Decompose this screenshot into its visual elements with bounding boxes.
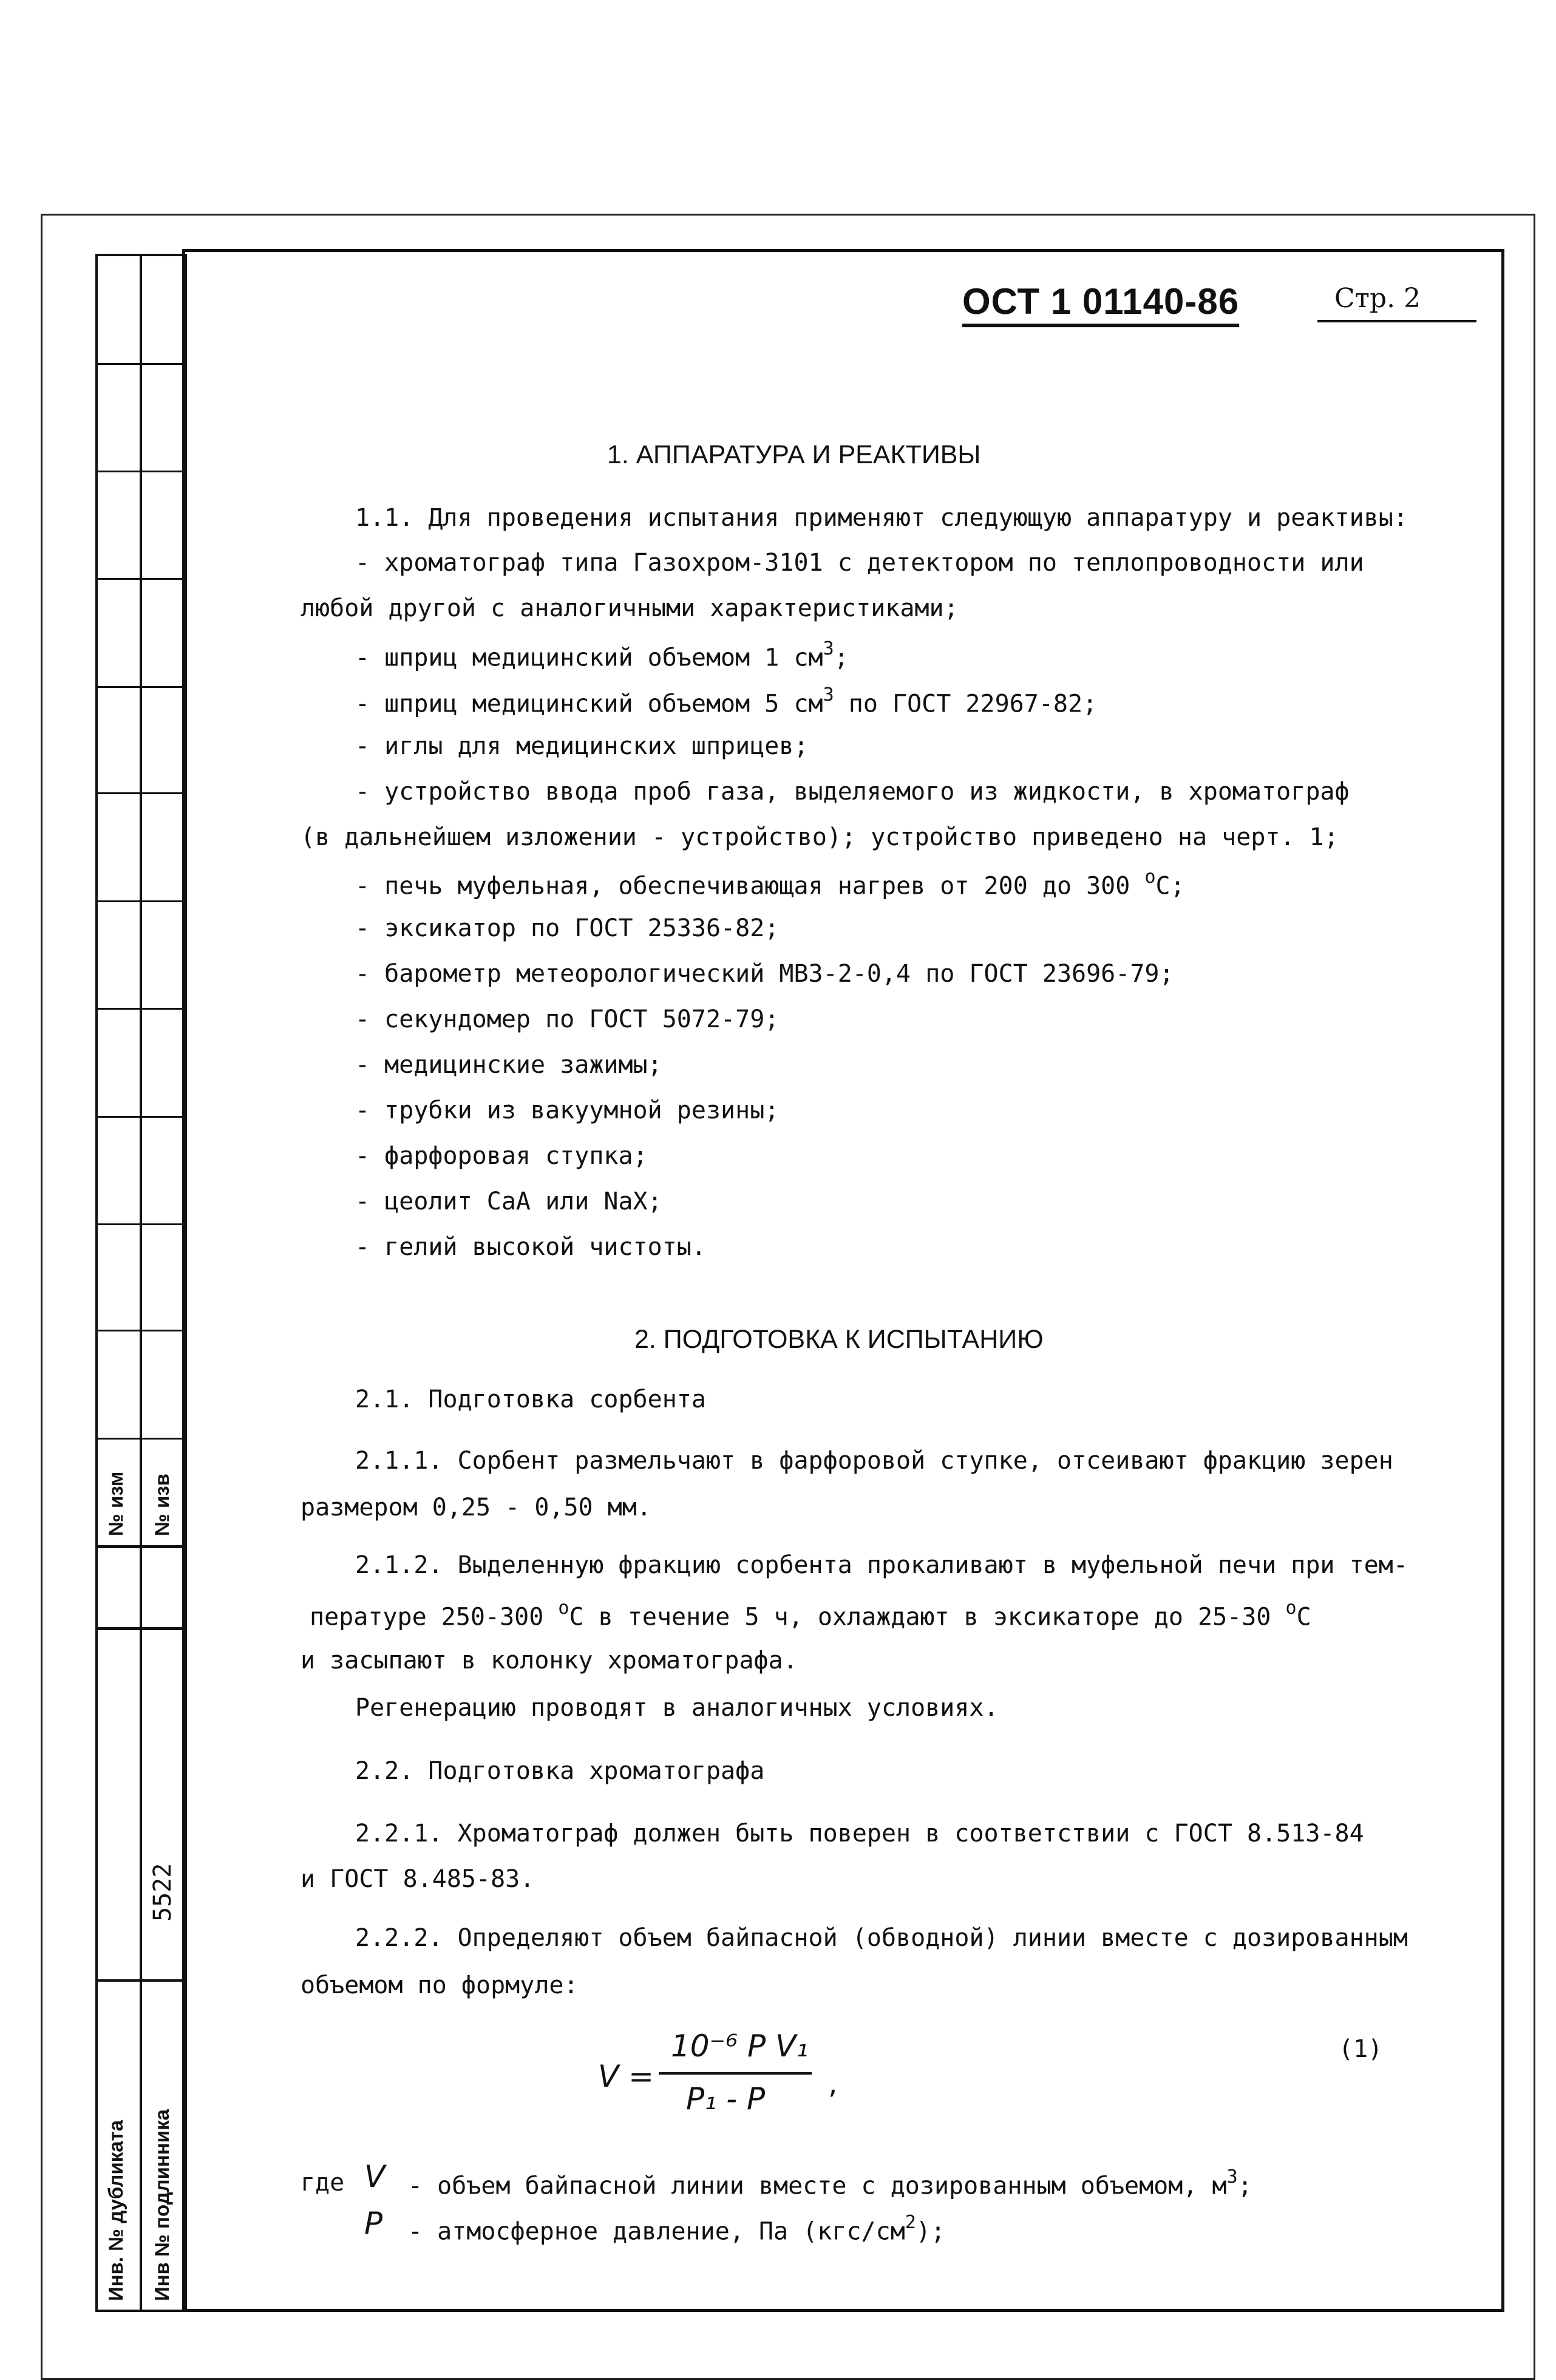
item-needles: - иглы для медицинских шприцев;	[355, 732, 809, 760]
side-cell-rule	[95, 686, 187, 688]
para-2-1-2: 2.1.2. Выделенную фракцию сорбента прокаливают в муфельной печи при тем-	[355, 1551, 1408, 1579]
item-barometer: - барометр метеорологический МВЗ-2-0,4 по ГОСТ 23696-79;	[355, 960, 1174, 988]
para-2-2-2-cont: объемом по формуле:	[301, 1971, 579, 1999]
para-2-1-title: 2.1. Подготовка сорбента	[355, 1386, 706, 1413]
side-cell-rule	[95, 1438, 187, 1440]
header-rule	[1317, 320, 1476, 322]
item-helium: - гелий высокой чистоты.	[355, 1233, 706, 1261]
inventory-number: 5522	[149, 1863, 177, 1922]
item-chromatograph: - хроматограф типа Газохром-3101 с детектором по теплопроводности или	[355, 549, 1364, 577]
para-2-1-1: 2.1.1. Сорбент размельчают в фарфоровой ступке, отсеивают фракцию зерен	[355, 1447, 1393, 1475]
legend-where: где	[301, 2169, 345, 2197]
formula-lhs: V =	[598, 2059, 654, 2094]
legend-v-description: - объем байпасной линии вместе с дозированным объемом, $м^3$;	[408, 2166, 1252, 2200]
para-2-1-2-end: и засыпают в колонку хроматографа.	[301, 1647, 798, 1674]
item-chromatograph-cont: любой другой с аналогичными характеристиками;	[301, 594, 959, 622]
side-cell-rule	[95, 792, 187, 794]
side-cell-rule	[95, 1116, 187, 1118]
legend-symbol-p: P	[364, 2206, 383, 2241]
item-syringe-5: - шприц медицинский объемом 5 $см^3$ по ГОСТ 22967-82;	[355, 684, 1098, 718]
side-cell-rule	[95, 1330, 187, 1331]
item-input-device-cont: (в дальнейшем изложении - устройство); устройство приведено на черт. 1;	[301, 823, 1339, 851]
para-2-1-1-cont: размером 0,25 - 0,50 мм.	[301, 1494, 651, 1521]
side-cell-rule	[95, 1545, 187, 1548]
item-mortar: - фарфоровая ступка;	[355, 1142, 648, 1170]
item-syringe-1: - шприц медицинский объемом 1 $см^3$;	[355, 638, 849, 672]
item-zeolite: - цеолит СаА или NaX;	[355, 1188, 662, 1216]
label-inv-original: Инв № подлинника	[151, 2109, 173, 2301]
item-furnace: - печь муфельная, обеспечивающая нагрев от 200 до 300 $^о$С;	[355, 866, 1185, 900]
formula-denominator: P₁ - P	[686, 2081, 766, 2116]
side-strip-divider	[140, 254, 142, 2312]
para-regeneration: Регенерацию проводят в аналогичных условиях.	[355, 1694, 999, 1722]
formula-fraction-bar	[659, 2072, 812, 2075]
page-number: Стр. 2	[1334, 283, 1421, 314]
label-change-no: № изм	[104, 1471, 127, 1536]
side-cell-rule	[95, 578, 187, 580]
side-cell-rule	[95, 1627, 187, 1630]
side-cell-rule	[95, 471, 187, 472]
para-2-1-2-cont: пературе 250-300 $^о$С в течение 5 ч, охлаждают в эксикаторе до 25-30 $^о$С	[310, 1597, 1311, 1631]
para-2-2-1-cont: и ГОСТ 8.485-83.	[301, 1865, 535, 1893]
legend-p-description: - атмосферное давление, Па $(кгс/см^2)$;	[408, 2211, 946, 2246]
item-desiccator: - эксикатор по ГОСТ 25336-82;	[355, 914, 780, 942]
item-clamps: - медицинские зажимы;	[355, 1051, 662, 1079]
item-stopwatch: - секундомер по ГОСТ 5072-79;	[355, 1005, 780, 1033]
side-cell-rule	[95, 1223, 187, 1225]
side-cell-rule	[95, 1979, 187, 1982]
formula-comma: ,	[826, 2072, 841, 2100]
legend-symbol-v: V	[364, 2159, 386, 2194]
item-input-device: - устройство ввода проб газа, выделяемого из жидкости, в хроматограф	[355, 778, 1350, 806]
item-tubes: - трубки из вакуумной резины;	[355, 1096, 780, 1124]
side-cell-rule	[95, 900, 187, 902]
para-2-2-2: 2.2.2. Определяют объем байпасной (обводной) линии вместе с дозированным	[355, 1924, 1408, 1952]
para-2-2-title: 2.2. Подготовка хроматографа	[355, 1757, 765, 1785]
section-1-title: 1. АППАРАТУРА И РЕАКТИВЫ	[607, 440, 981, 469]
label-inv-duplicate: Инв. № дубликата	[104, 2120, 127, 2301]
side-cell-rule	[95, 363, 187, 365]
document-code: ОСТ 1 01140-86	[962, 280, 1239, 327]
para-2-2-1: 2.2.1. Хроматограф должен быть поверен в соответствии с ГОСТ 8.513-84	[355, 1820, 1364, 1848]
side-cell-rule	[95, 1008, 187, 1010]
para-1-1: 1.1. Для проведения испытания применяют следующую аппаратуру и реактивы:	[355, 504, 1408, 532]
label-notice-no: № изв	[151, 1474, 173, 1536]
formula-numerator: 10⁻⁶ P V₁	[671, 2028, 809, 2064]
formula-number: (1)	[1339, 2035, 1383, 2063]
section-2-title: 2. ПОДГОТОВКА К ИСПЫТАНИЮ	[634, 1325, 1044, 1354]
